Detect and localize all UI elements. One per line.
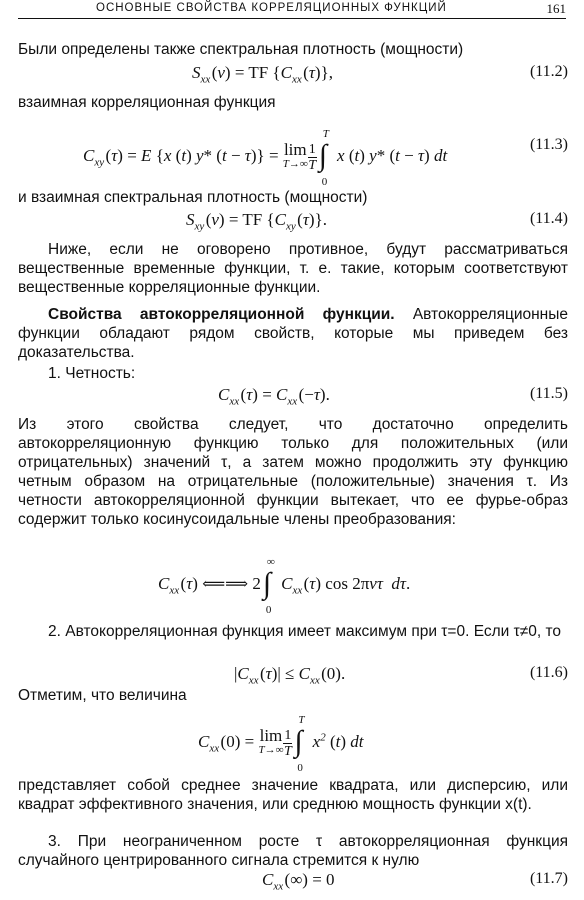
- header-title: ОСНОВНЫЕ СВОЙСТВА КОРРЕЛЯЦИОННЫХ ФУНКЦИЙ: [96, 2, 447, 14]
- paragraph-parity-consequence: Из этого свойства следует, что достаточно определить автокорреляционную функцию только для положительных (или отрицательных) значений τ, а затем можно продолжить эту функцию четным образом на отрицательные (положительные) значения τ. Из четности автокорреляционной функции вытекает, что ее фурье-образ содержит только косинусоидальные члены преобразования:: [18, 416, 568, 528]
- paragraph-real-functions: Ниже, если не оговорено противное, будут рассматриваться вещественные временные функции, т. е. такие, которым соответствуют вещественные корреляционные функции.: [18, 241, 568, 296]
- section-heading: Свойства автокорреляционной функции.: [48, 306, 395, 323]
- property-2-maximum: 2. Автокорреляционная функция имеет максимум при τ=0. Если τ≠0, то: [48, 623, 562, 640]
- equation-11-7: [18, 870, 568, 894]
- formula-11-3: $C_{xy}$ (τ) = E {x (t) y* (t − τ)} = lim T→∞ $\frac{1}{T}$ T ∫ 0 x (t) y* (t − τ) dt: [83, 128, 448, 188]
- header-rule: [18, 18, 566, 19]
- paragraph-note-value: Отметим, что величина: [18, 687, 187, 704]
- equation-number: (11.6): [529, 664, 568, 681]
- equation-11-3: [18, 128, 568, 188]
- equation-11-5: [18, 385, 568, 409]
- equation-number: (11.2): [529, 63, 568, 80]
- paragraph-mean-square-meaning: представляет собой среднее значение квадрата, или дисперсию, или квадрат эффективного значения, или среднюю мощность функции x(t).: [18, 777, 568, 813]
- equation-number: (11.5): [529, 385, 568, 402]
- formula-11-5: $C_{xx}$ $(\tau) = C_{xx}$ (−τ).: [218, 385, 330, 408]
- page-number: 161: [546, 1, 566, 16]
- formula-11-2: $S_{xx}$ (ν) = TF {$C_{xx}$ (τ)},: [192, 63, 333, 86]
- formula-11-6: $|C_{xx}$ $(\tau)| \le C_{xx}$ (0).: [234, 664, 346, 687]
- running-header: [0, 2, 584, 18]
- property-1-parity: 1. Четность:: [48, 365, 136, 382]
- equation-cosine-transform: [18, 556, 568, 616]
- property-3-decay: 3. При неограниченном росте τ автокорреляционная функция случайного центрированного сигнала стремится к нулю: [18, 833, 568, 869]
- equation-11-4: [18, 210, 568, 234]
- formula-11-7: $C_{xx}$ (∞) = 0: [262, 870, 335, 893]
- paragraph-cross-correlation: взаимная корреляционная функция: [18, 94, 276, 111]
- equation-11-2: [18, 63, 568, 87]
- paragraph-properties-text: Автокорреляционные функции обладают рядом свойств, которые мы приведем без доказательства.: [18, 306, 568, 361]
- formula-cosine-transform: $C_{xx}$ (τ) ⟸⟹ 2 ∞ ∫ 0 $C_{xx}$ (τ) cos 2πντ dτ.: [158, 556, 411, 616]
- paragraph-properties-intro: [18, 305, 568, 362]
- equation-number: (11.4): [529, 210, 568, 227]
- equation-mean-square: [18, 714, 568, 774]
- equation-number: (11.3): [529, 136, 568, 153]
- paragraph-cross-spectral: и взаимная спектральная плотность (мощности): [18, 189, 368, 206]
- equation-11-6: [18, 664, 568, 688]
- formula-11-4: $S_{xy}$ (ν) = TF {$C_{xy}$ (τ)}.: [186, 210, 327, 233]
- paragraph-spectral-density: Были определены также спектральная плотность (мощности): [18, 41, 464, 58]
- formula-mean-square: $C_{xx}$ (0) = lim T→∞ $\frac{1}{T}$ T ∫ 0 $x^2$ (t) dt: [198, 714, 364, 774]
- equation-number: (11.7): [529, 870, 568, 887]
